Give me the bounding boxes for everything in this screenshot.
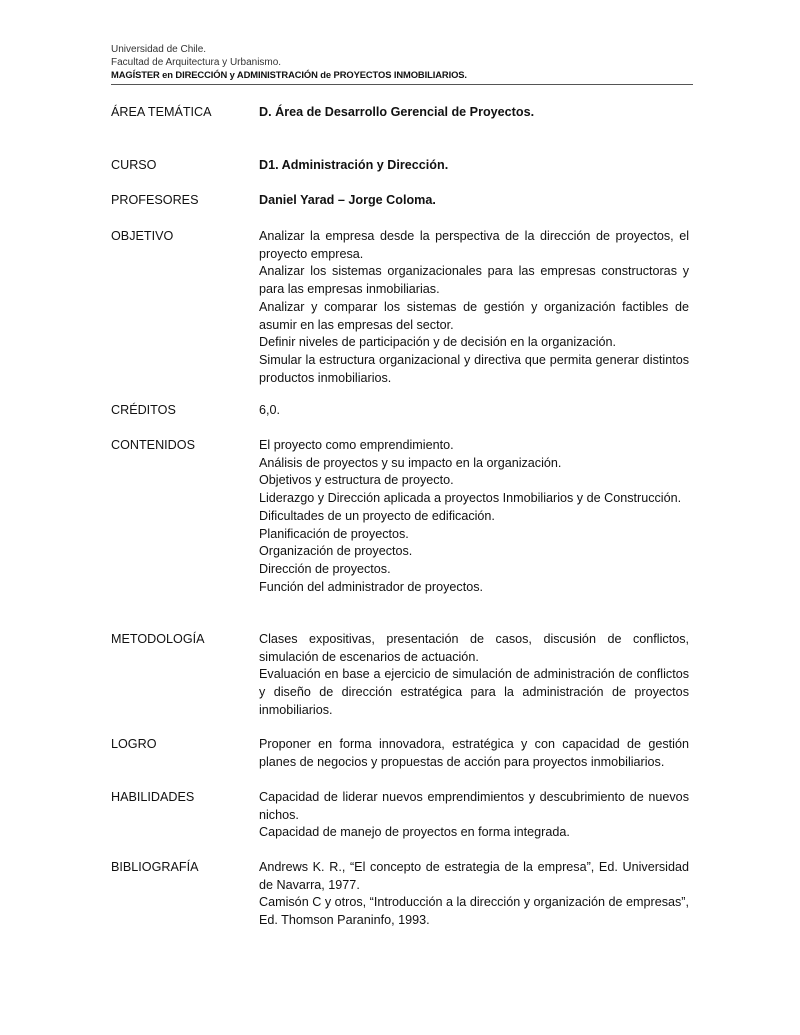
header-faculty: Facultad de Arquitectura y Urbanismo. [111,56,282,68]
curso-label: CURSO [111,158,157,172]
objetivo-item: Analizar y comparar los sistemas de gestión y organización factibles de asumir en las empresas del sector. [259,299,689,332]
header-university: Universidad de Chile. [111,44,207,55]
bibliografia-item: Camisón C y otros, “Introducción a la dirección y organización de empresas”, Ed. Thomson Paraninfo, 1993. [259,895,689,928]
contenidos-item: Dirección de proyectos. [259,561,391,576]
creditos-label: CRÉDITOS [111,403,176,417]
objetivo-item: Definir niveles de participación y de decisión en la organización. [259,335,617,350]
contenidos-list [259,437,689,596]
contenidos-item: Función del administrador de proyectos. [259,579,484,594]
area-label: ÁREA TEMÁTICA [111,105,212,119]
metodologia-label: METODOLOGÍA [111,632,205,646]
area-value: D. Área de Desarrollo Gerencial de Proyectos. [259,105,535,119]
contenidos-item: Dificultades de un proyecto de edificación. [259,508,495,523]
bibliografia-item: Andrews K. R., “El concepto de estrategia de la empresa”, Ed. Universidad de Navarra, 1977. [259,860,689,892]
profesores-label: PROFESORES [111,193,199,207]
logro-list [259,736,689,771]
page-header [111,44,693,82]
contenidos-item: El proyecto como emprendimiento. [259,438,454,452]
objetivo-item: Simular la estructura organizacional y directiva que permita generar distintos productos inmobiliarios. [259,352,689,385]
objetivo-list [259,228,689,387]
creditos-value: 6,0. [259,403,281,417]
habilidades-label: HABILIDADES [111,790,195,804]
metodologia-list [259,631,689,720]
objetivo-label: OBJETIVO [111,229,174,243]
metodologia-item: Clases expositivas, presentación de casos, discusión de conflictos, simulación de escenarios de actuación. [259,632,689,664]
contenidos-label: CONTENIDOS [111,438,195,452]
profesores-value: Daniel Yarad – Jorge Coloma. [259,193,436,207]
logro-label: LOGRO [111,737,157,751]
bibliografia-label: BIBLIOGRAFÍA [111,860,199,874]
metodologia-item: Evaluación en base a ejercicio de simulación de administración de conflictos y diseño de dirección estratégica para la administración de proyectos inmobiliarios. [259,667,689,717]
contenidos-item: Organización de proyectos. [259,544,413,559]
bibliografia-list [259,859,689,930]
habilidades-list [259,789,689,842]
habilidades-item: Capacidad de liderar nuevos emprendimientos y descubrimiento de nuevos nichos. [259,790,689,822]
objetivo-item: Analizar la empresa desde la perspectiva de la dirección de proyectos, el proyecto empresa. [259,229,689,261]
curso-value: D1. Administración y Dirección. [259,158,449,172]
contenidos-item: Planificación de proyectos. [259,526,409,541]
logro-item: Proponer en forma innovadora, estratégica y con capacidad de gestión planes de negocios y propuestas de acción para proyectos inmobiliarios. [259,737,689,769]
contenidos-item: Objetivos y estructura de proyecto. [259,473,454,488]
objetivo-item: Analizar los sistemas organizacionales para las empresas constructoras y para las empresas inmobiliarias. [259,264,689,297]
header-divider [111,84,693,85]
contenidos-item: Liderazgo y Dirección aplicada a proyectos Inmobiliarios y de Construcción. [259,491,682,506]
contenidos-item: Análisis de proyectos y su impacto en la organización. [259,455,562,470]
header-program: MAGÍSTER en DIRECCIÓN y ADMINISTRACIÓN de PROYECTOS INMOBILIARIOS. [111,69,467,80]
habilidades-item: Capacidad de manejo de proyectos en forma integrada. [259,825,570,840]
